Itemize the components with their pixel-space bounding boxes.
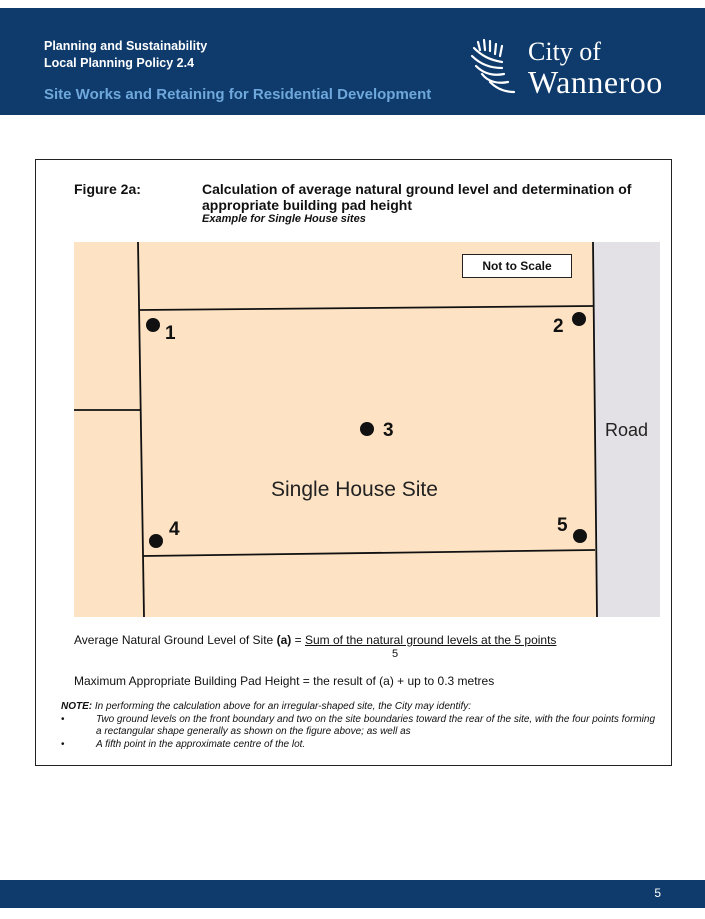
not-to-scale-box: Not to Scale bbox=[462, 254, 572, 278]
note-text: In performing the calculation above for an irregular-shaped site, the City may identify: bbox=[92, 701, 472, 712]
header-policy-number: Local Planning Policy 2.4 bbox=[44, 56, 195, 70]
bullet-icon: • bbox=[61, 739, 65, 750]
road-label: Road bbox=[605, 420, 649, 440]
site-label: Single House Site bbox=[271, 478, 438, 501]
average-formula bbox=[74, 633, 556, 647]
point-label-3: 3 bbox=[383, 420, 394, 441]
point-marker-4 bbox=[149, 534, 163, 548]
point-marker-2 bbox=[572, 312, 586, 326]
formula-equals: = bbox=[291, 633, 305, 647]
max-pad-height-text: Maximum Appropriate Building Pad Height = the result of (a) + up to 0.3 metres bbox=[74, 674, 495, 688]
point-label-4: 4 bbox=[169, 519, 180, 540]
city-logo-icon bbox=[468, 38, 524, 96]
site-diagram bbox=[74, 242, 660, 617]
page-footer bbox=[0, 880, 705, 908]
note-label: NOTE: bbox=[61, 701, 93, 712]
figure-label: Figure 2a: bbox=[74, 181, 141, 197]
bullet-icon: • bbox=[61, 714, 65, 725]
point-marker-1 bbox=[146, 318, 160, 332]
formula-denominator: 5 bbox=[392, 648, 399, 660]
formula-numerator: Sum of the natural ground levels at the 5 points bbox=[304, 633, 557, 647]
point-marker-5 bbox=[573, 529, 587, 543]
header-department: Planning and Sustainability bbox=[44, 39, 208, 53]
logo-text-wanneroo: Wanneroo bbox=[528, 64, 663, 100]
point-label-2: 2 bbox=[553, 316, 564, 337]
note-bullet-text: Two ground levels on the front boundary and two on the site boundaries toward the rear of the site, with the four points forming a rectangular shape generally as shown on the figure above; as well as bbox=[96, 714, 656, 737]
point-label-5: 5 bbox=[557, 515, 568, 536]
page-number: 5 bbox=[654, 886, 661, 900]
point-label-1: 1 bbox=[165, 323, 176, 344]
formula-prefix: Average Natural Ground Level of Site bbox=[74, 633, 277, 647]
formula-variable: (a) bbox=[276, 633, 292, 647]
note-paragraph bbox=[61, 701, 471, 712]
figure-title: Calculation of average natural ground level and determination of appropriate building pad height bbox=[202, 181, 632, 213]
page-header bbox=[0, 8, 705, 115]
header-policy-title: Site Works and Retaining for Residential Development bbox=[44, 86, 432, 103]
figure-subtitle: Example for Single House sites bbox=[202, 213, 366, 225]
note-bullet-text: A fifth point in the approximate centre of the lot. bbox=[96, 739, 306, 750]
point-marker-3 bbox=[360, 422, 374, 436]
logo-text-city-of: City of bbox=[528, 37, 601, 66]
